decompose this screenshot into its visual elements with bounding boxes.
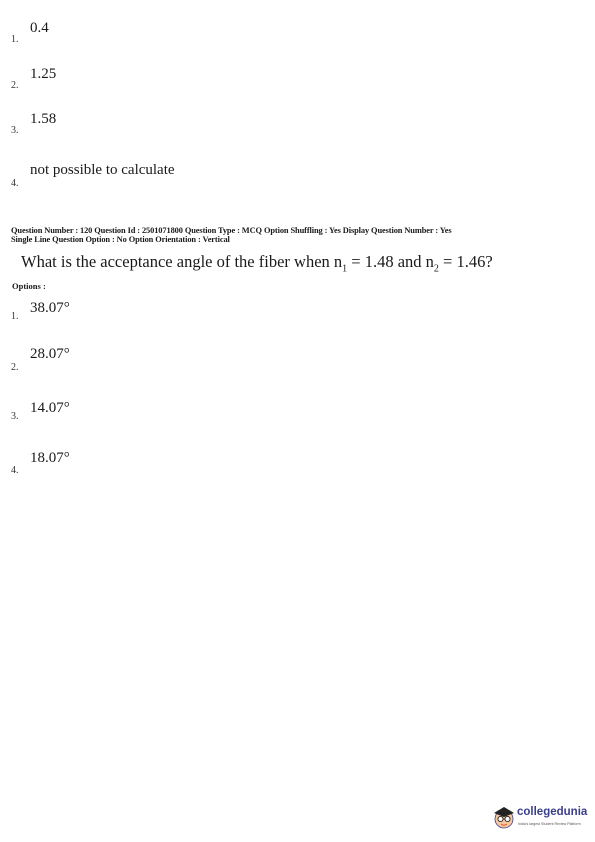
option-number: 4. [11,178,19,189]
option-number: 3. [11,411,19,422]
option-text: 1.58 [30,111,57,127]
subscript-2: 2 [433,263,439,275]
mascot-icon [492,803,516,833]
option-number: 2. [11,80,19,91]
option-text: 28.07° [30,346,70,362]
question-text-suffix: = 1.46? [438,252,493,271]
option-number: 1. [11,34,19,45]
logo-tagline: India's largest Student Review Platform [518,822,581,826]
question-metadata-line1: Question Number : 120 Question Id : 2501071800 Question Type : MCQ Option Shuffling : Yes Display Question Number : Yes [11,226,452,235]
question-text [21,252,493,274]
collegedunia-logo [492,803,592,833]
option-text: 18.07° [30,450,70,466]
logo-wordmark: collegedunia [517,806,588,818]
question-metadata [11,226,586,244]
question-text-prefix: What is the acceptance angle of the fiber when n [21,252,343,271]
option-text: 1.25 [30,66,57,82]
option-number: 3. [11,125,19,136]
option-text: not possible to calculate [30,162,175,178]
option-number: 1. [11,311,19,322]
option-number: 4. [11,465,19,476]
subscript-1: 1 [342,263,348,275]
option-number: 2. [11,362,19,373]
options-label: Options : [12,281,46,291]
question-text-middle: = 1.48 and n [347,252,434,271]
question-metadata-line2: Single Line Question Option : No Option Orientation : Vertical [11,235,230,244]
option-text: 38.07° [30,300,70,316]
option-text: 14.07° [30,400,70,416]
option-text: 0.4 [30,20,49,36]
